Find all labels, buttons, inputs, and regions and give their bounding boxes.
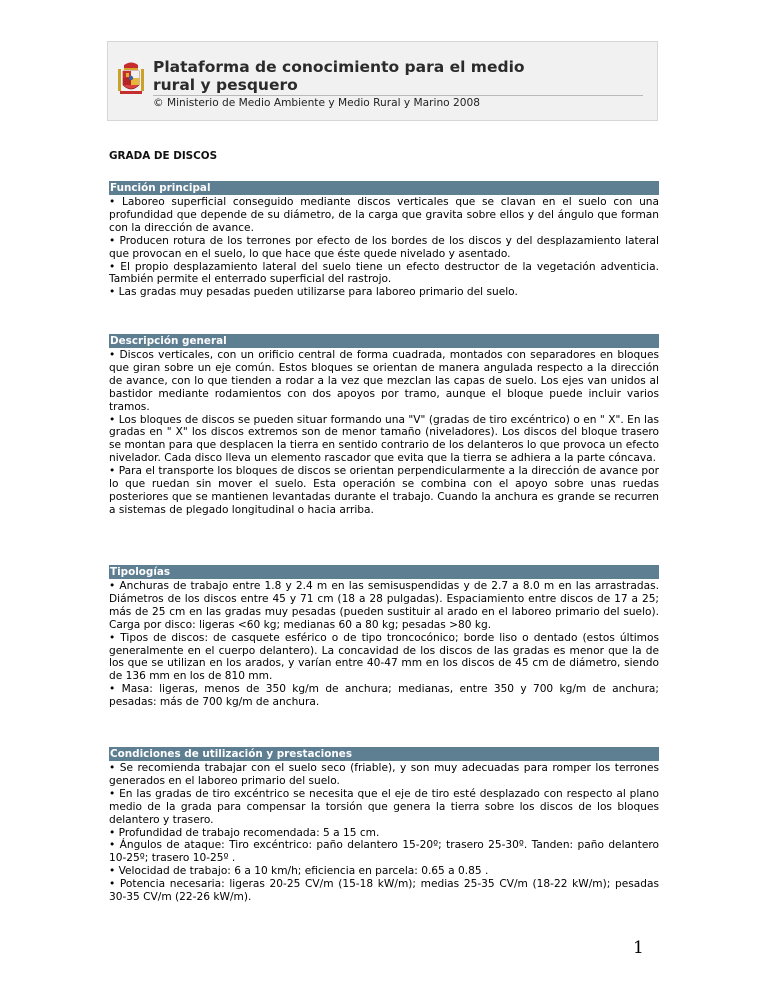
- paragraph: • Producen rotura de los terrones por efecto de los bordes de los discos y del desplazamiento lateral que provocan en el suelo, lo que hace que éste quede nivelado y asentado.: [109, 234, 659, 260]
- paragraph: • Laboreo superficial conseguido mediante discos verticales que se clavan en el suelo con una profundidad que depende de su diámetro, de la carga que gravita sobre ellos y del ángulo que forman con la dirección de avance.: [109, 196, 659, 234]
- banner-divider: [153, 95, 643, 96]
- paragraph: • En las gradas de tiro excéntrico se necesita que el eje de tiro esté desplazado con respecto al plano medio de la grada para compensar la torsión que genera la tierra sobre los discos de los bloques delantero y trasero.: [109, 787, 659, 826]
- document-title: GRADA DE DISCOS: [109, 150, 218, 162]
- section-condiciones: [109, 747, 659, 904]
- section-body: [109, 762, 659, 904]
- section-body: [109, 580, 659, 709]
- section-funcion-principal: [109, 181, 659, 299]
- section-body: [109, 349, 659, 517]
- platform-title: [153, 58, 525, 94]
- paragraph: • El propio desplazamiento lateral del suelo tiene un efecto destructor de la vegetación adventicia. También permite el enterrado superficial del rastrojo.: [109, 260, 659, 286]
- section-heading: Tipologías: [109, 565, 659, 579]
- paragraph: • Para el transporte los bloques de discos se orientan perpendicularmente a la dirección de avance por lo que ruedan sin mover el suelo. Esta operación se combina con el apoyo sobre unas ruedas posteriores que se mantienen levantadas durante el trabajo. Cuando la anchura es grande se recurren a sistemas de plegado longitudinal o hacia arriba.: [109, 465, 659, 516]
- header-banner: [107, 41, 658, 121]
- section-body: [109, 196, 659, 299]
- paragraph: • Tipos de discos: de casquete esférico o de tipo troncocónico; borde liso o dentado (estos últimos generalmente en el cuerpo delantero). La concavidad de los discos de las gradas es menor que la de los que se utilizan en los arados, y varían entre 40-47 mm en los discos de 45 cm de diámetro, siendo de 136 mm en los de 810 mm.: [109, 631, 659, 683]
- paragraph: • Discos verticales, con un orificio central de forma cuadrada, montados con separadores en bloques que giran sobre un eje común. Estos bloques se orientan de manera angulada respecto a la dirección de avance, con lo que tienden a rodar a la vez que mezclan las capas de suelo. Los ejes van unidos al bastidor mediante rodamientos con dos apoyos por tramo, aunque el bloque puede incluir varios tramos.: [109, 349, 659, 413]
- section-tipologias: [109, 565, 659, 709]
- paragraph: • Velocidad de trabajo: 6 a 10 km/h; eficiencia en parcela: 0.65 a 0.85 .: [109, 865, 489, 878]
- paragraph: • Potencia necesaria: ligeras 20-25 CV/m (15-18 kW/m); medias 25-35 CV/m (18-22 kW/m); pesadas 30-35 CV/m (22-26 kW/m).: [109, 878, 659, 904]
- page-number: 1: [633, 938, 644, 958]
- paragraph: • Se recomienda trabajar con el suelo seco (friable), y son muy adecuadas para romper los terrones generados en el laboreo primario del suelo.: [109, 762, 659, 787]
- paragraph: • Masa: ligeras, menos de 350 kg/m de anchura; medianas, entre 350 y 700 kg/m de anchura; pesadas: más de 700 kg/m de anchura.: [109, 683, 659, 709]
- paragraph: • Profundidad de trabajo recomendada: 5 a 15 cm.: [109, 826, 380, 839]
- paragraph: • Los bloques de discos se pueden situar formando una "V" (gradas de tiro excéntrico) o en " X". En las gradas en " X" los discos extremos son de menor tamaño (niveladores). Los discos del bloque trasero se montan para que desplacen la tierra en sentido contrario de los delanteros lo que provoca un efecto nivelador. Cada disco lleva un elemento rascador que evita que la tierra se adhiera a la parte cóncava.: [109, 413, 659, 465]
- section-heading: Condiciones de utilización y prestaciones: [109, 747, 659, 761]
- section-heading: Función principal: [109, 181, 659, 195]
- platform-title-line1: Plataforma de conocimiento para el medio: [153, 58, 525, 76]
- paragraph: • Las gradas muy pesadas pueden utilizarse para laboreo primario del suelo.: [109, 286, 518, 299]
- copyright-text: © Ministerio de Medio Ambiente y Medio Rural y Marino 2008: [153, 97, 480, 109]
- section-heading: Descripción general: [109, 334, 659, 348]
- paragraph: • Ángulos de ataque: Tiro excéntrico: paño delantero 15-20º; trasero 25-30º. Tanden: paño delantero 10-25º; trasero 10-25º .: [109, 839, 659, 865]
- spain-coat-of-arms-icon: [118, 61, 144, 99]
- platform-title-line2: rural y pesquero: [153, 76, 298, 94]
- section-descripcion-general: [109, 334, 659, 517]
- paragraph: • Anchuras de trabajo entre 1.8 y 2.4 m en las semisuspendidas y de 2.7 a 8.0 m en las arrastradas. Diámetros de los discos entre 45 y 71 cm (18 a 28 pulgadas). Espaciamiento entre discos de 17 a 25; más de 25 cm en las gradas muy pesadas (pueden sustituir al arado en el laboreo primario del suelo). Carga por disco: ligeras <60 kg; medianas 60 a 80 kg; pesadas >80 kg.: [109, 580, 659, 631]
